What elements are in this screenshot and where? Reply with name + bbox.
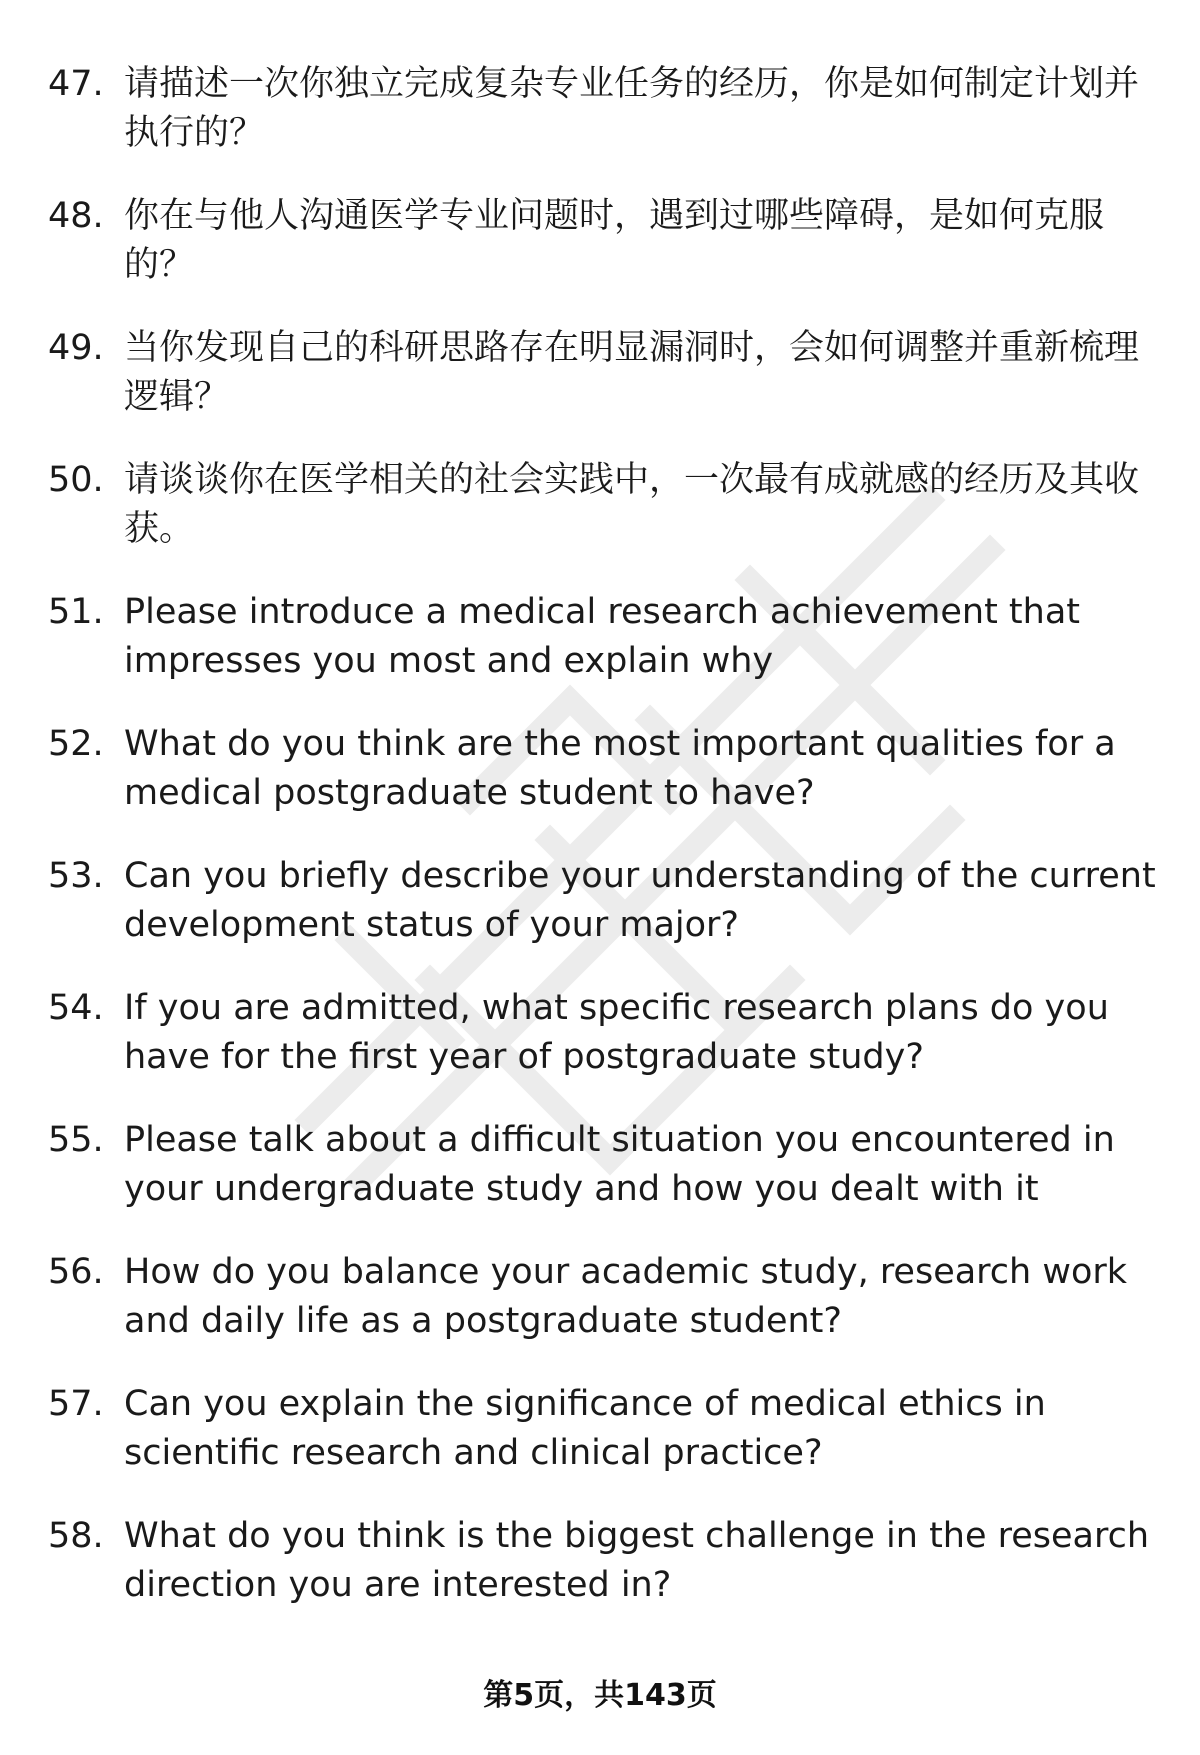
question-text: What do you think are the most important qualities for a medical postgraduate student to have?	[124, 724, 1116, 813]
question-number: 49.	[48, 328, 104, 368]
question-item-58	[48, 1512, 1158, 1610]
question-text: What do you think is the biggest challenge in the research direction you are interested in?	[124, 1516, 1150, 1605]
question-item-57	[48, 1380, 1158, 1478]
question-number: 51.	[48, 592, 104, 632]
question-item-52	[48, 720, 1158, 818]
question-item-56	[48, 1248, 1158, 1346]
page-number-label: 第5页，共143页	[483, 1678, 717, 1713]
question-text: Please talk about a difficult situation you encountered in your undergraduate study and how you dealt with it	[124, 1120, 1115, 1209]
question-item-47	[48, 60, 1158, 158]
question-text: 请谈谈你在医学相关的社会实践中，一次最有成就感的经历及其收获。	[124, 460, 1140, 549]
question-text: How do you balance your academic study, research work and daily life as a postgraduate student?	[124, 1252, 1128, 1341]
question-text: Please introduce a medical research achievement that impresses you most and explain why	[124, 592, 1081, 681]
question-number: 57.	[48, 1384, 104, 1424]
question-number: 56.	[48, 1252, 104, 1292]
question-number: 55.	[48, 1120, 104, 1160]
question-list	[48, 60, 1158, 1644]
question-item-48	[48, 192, 1158, 290]
question-number: 47.	[48, 64, 104, 104]
question-number: 58.	[48, 1516, 104, 1556]
question-number: 50.	[48, 460, 104, 500]
question-item-49	[48, 324, 1158, 422]
question-number: 54.	[48, 988, 104, 1028]
question-item-55	[48, 1116, 1158, 1214]
question-text: Can you briefly describe your understanding of the current development status of your major?	[124, 856, 1156, 945]
question-number: 53.	[48, 856, 104, 896]
question-number: 48.	[48, 196, 104, 236]
page-footer	[0, 1676, 1200, 1716]
question-text: 你在与他人沟通医学专业问题时，遇到过哪些障碍，是如何克服的？	[124, 196, 1105, 285]
question-item-50	[48, 456, 1158, 554]
question-item-54	[48, 984, 1158, 1082]
question-text: Can you explain the significance of medical ethics in scientific research and clinical practice?	[124, 1384, 1046, 1473]
question-number: 52.	[48, 724, 104, 764]
question-item-53	[48, 852, 1158, 950]
question-item-51	[48, 588, 1158, 686]
question-text: If you are admitted, what specific research plans do you have for the first year of postgraduate study?	[124, 988, 1109, 1077]
question-text: 请描述一次你独立完成复杂专业任务的经历，你是如何制定计划并执行的？	[124, 64, 1140, 153]
question-text: 当你发现自己的科研思路存在明显漏洞时，会如何调整并重新梳理逻辑？	[124, 328, 1140, 417]
